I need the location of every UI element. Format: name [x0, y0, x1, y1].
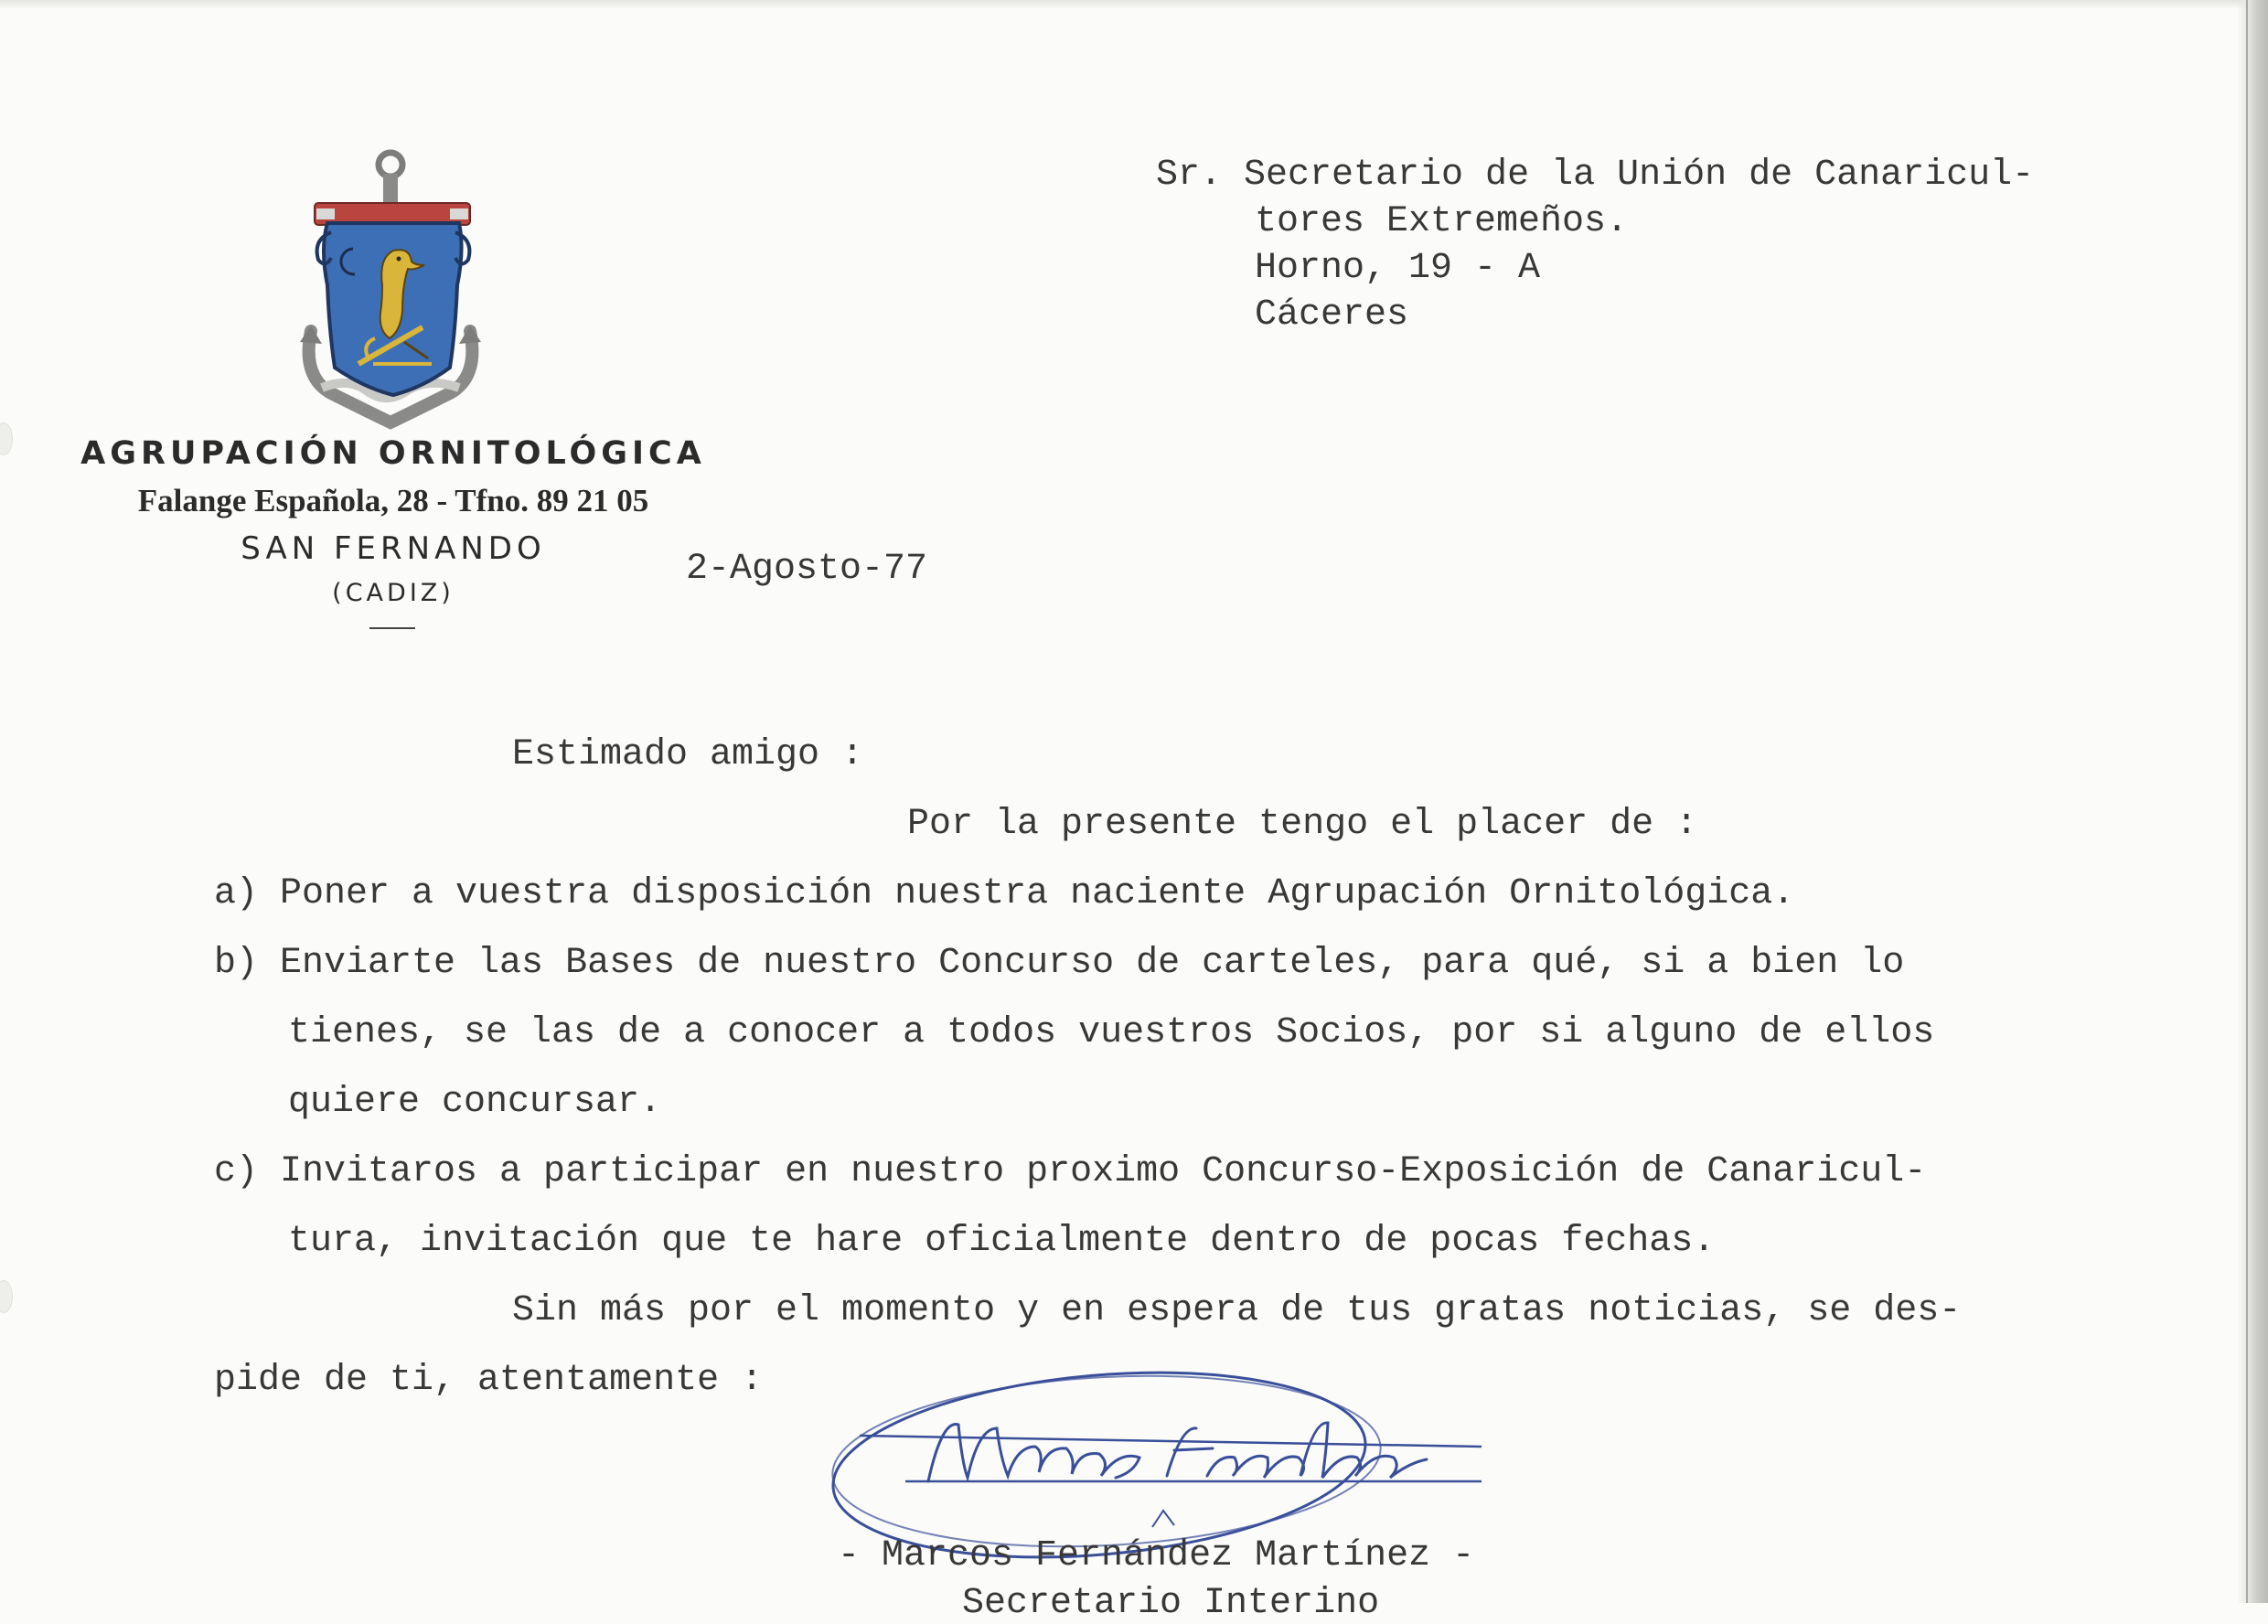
letterhead-city: SAN FERNANDO	[241, 530, 546, 567]
greeting: Estimado amigo :	[512, 734, 864, 775]
letter-date: 2-Agosto-77	[686, 549, 928, 590]
item-b-line: tienes, se las de a conocer a todos vuestros Socios, por si alguno de ellos	[288, 1012, 1935, 1053]
handwritten-signature	[805, 1362, 1500, 1564]
item-c-line: tura, invitación que te hare oficialmente dentro de pocas fechas.	[288, 1221, 1716, 1262]
scan-right-edge-line	[2246, 0, 2248, 1603]
punch-hole	[0, 1280, 13, 1313]
recipient-line: Sr. Secretario de la Unión de Canaricul-	[1156, 155, 2035, 196]
letterhead-divider	[369, 627, 415, 629]
item-b-line: b) Enviarte las Bases de nuestro Concurso de carteles, para qué, si a bien lo	[214, 943, 1905, 984]
item-a: a) Poner a vuestra disposición nuestra naciente Agrupación Ornitológica.	[214, 873, 1795, 914]
signer-name: - Marcos Fernández Martínez -	[838, 1535, 1475, 1576]
item-b-line: quiere concursar.	[288, 1082, 662, 1123]
anchor-crest-emblem	[294, 148, 497, 433]
scan-top-edge	[0, 0, 2268, 9]
intro-line: Por la presente tengo el placer de :	[907, 804, 1698, 845]
recipient-line: tores Extremeños.	[1255, 201, 1629, 242]
letterhead-organization: AGRUPACIÓN ORNITOLÓGICA	[80, 435, 706, 472]
punch-hole	[0, 422, 13, 455]
closing-line: Sin más por el momento y en espera de tus gratas noticias, se des-	[512, 1290, 1962, 1331]
item-c-line: c) Invitaros a participar en nuestro proximo Concurso-Exposición de Canaricul-	[214, 1151, 1927, 1192]
closing-line: pide de ti, atentamente :	[214, 1360, 764, 1401]
signer-title: Secretario Interino	[962, 1583, 1380, 1624]
recipient-line: Horno, 19 - A	[1255, 248, 1541, 289]
letterhead-province: (CADIZ)	[332, 579, 455, 607]
letterhead-address: Falange Española, 28 - Tfno. 89 21 05	[137, 483, 649, 518]
scan-right-edge	[2237, 0, 2268, 1603]
recipient-line: Cáceres	[1255, 294, 1409, 336]
